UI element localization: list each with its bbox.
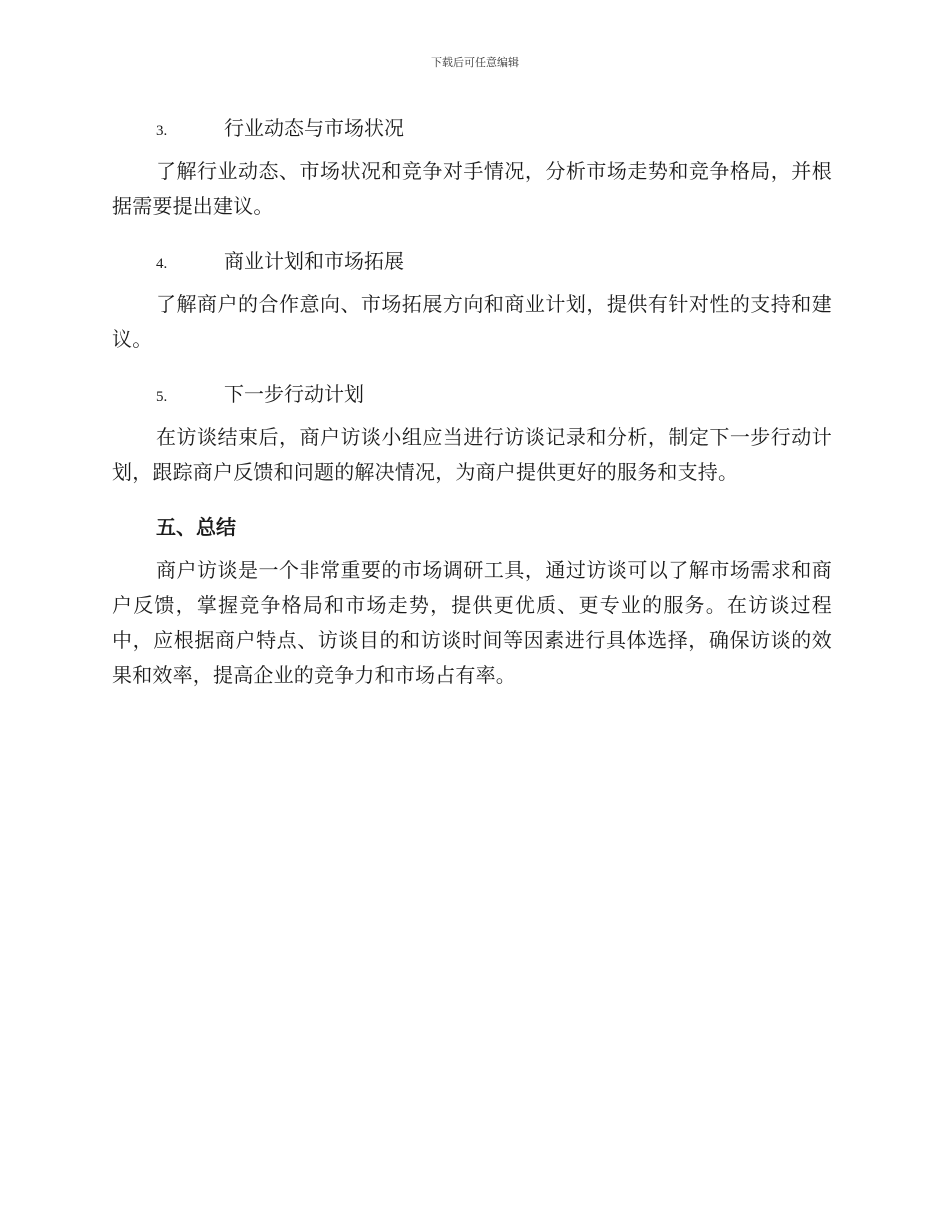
list-number: 3.	[156, 123, 168, 139]
paragraph-next-steps: 在访谈结束后，商户访谈小组应当进行访谈记录和分析，制定下一步行动计划，跟踪商户反馈和问题的解决情况，为商户提供更好的服务和支持。	[112, 425, 832, 484]
list-heading-5	[156, 374, 832, 414]
list-heading-4	[156, 241, 832, 281]
list-number: 5.	[156, 389, 168, 405]
list-title: 下一步行动计划	[224, 382, 364, 406]
paragraph-industry: 了解行业动态、市场状况和竞争对手情况，分析市场走势和竞争格局，并根据需要提出建议。	[112, 159, 832, 218]
list-title: 行业动态与市场状况	[224, 116, 404, 140]
list-title: 商业计划和市场拓展	[224, 249, 404, 273]
paragraph-summary: 商户访谈是一个非常重要的市场调研工具，通过访谈可以了解市场需求和商户反馈，掌握竞争格局和市场走势，提供更优质、更专业的服务。在访谈过程中，应根据商户特点、访谈目的和访谈时间等因素进行具体选择，确保访谈的效果和效率，提高企业的竞争力和市场占有率。	[112, 558, 832, 687]
list-heading-3	[156, 108, 832, 148]
document-body	[112, 108, 832, 693]
header-note: 下载后可任意编辑	[431, 56, 519, 69]
list-number: 4.	[156, 256, 168, 272]
section-title-summary: 五、总结	[156, 515, 236, 539]
paragraph-business-plan: 了解商户的合作意向、市场拓展方向和商业计划，提供有针对性的支持和建议。	[112, 292, 832, 351]
